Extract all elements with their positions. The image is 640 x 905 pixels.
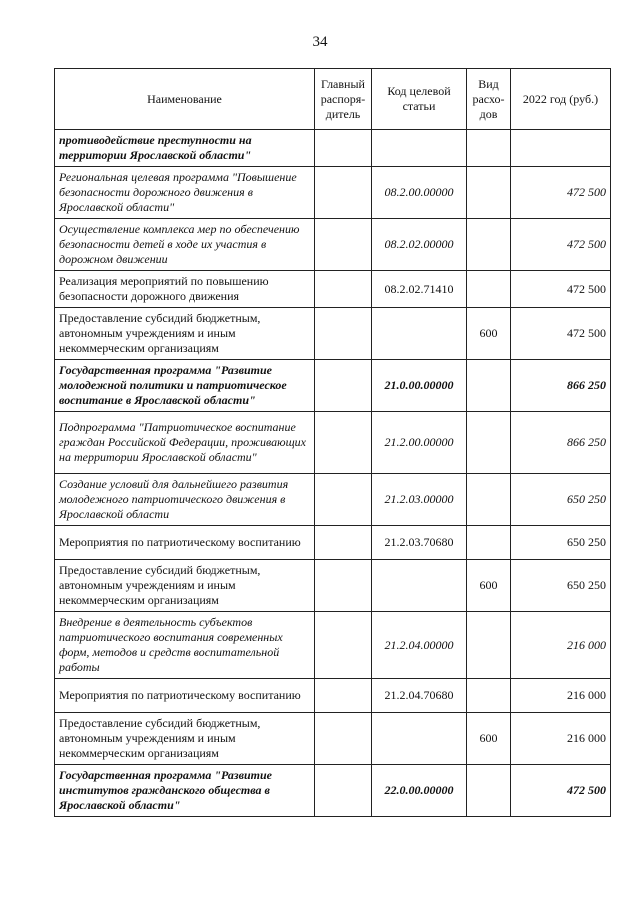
row-amount-cell: 650 250 [511,526,611,560]
row-manager-cell [315,612,372,679]
row-manager-cell [315,271,372,308]
row-kind-cell [467,765,511,817]
row-kind-cell [467,612,511,679]
row-kind-cell [467,219,511,271]
row-name-cell: Подпрограмма "Патриотическое воспитание граждан Российской Федерации, проживающих на территории Ярославской области" [55,412,315,474]
row-manager-cell [315,526,372,560]
table-row [55,412,611,474]
row-amount-cell: 866 250 [511,412,611,474]
row-name-cell: Мероприятия по патриотическому воспитанию [55,679,315,713]
row-amount-cell: 472 500 [511,167,611,219]
table-row [55,271,611,308]
table-row [55,167,611,219]
row-code-cell: 22.0.00.00000 [372,765,467,817]
table-row [55,679,611,713]
row-name-cell: Государственная программа "Развитие институтов гражданского общества в Ярославской области" [55,765,315,817]
page-number: 34 [312,34,328,50]
row-manager-cell [315,560,372,612]
row-amount-cell: 472 500 [511,219,611,271]
row-name-cell: Внедрение в деятельность субъектов патриотического воспитания современных форм, методов и средств воспитательной работы [55,612,315,679]
row-amount-cell [511,130,611,167]
row-kind-cell [467,130,511,167]
row-name-cell: Предоставление субсидий бюджетным, автономным учреждениям и иным некоммерческим организациям [55,713,315,765]
row-name-cell: Государственная программа "Развитие молодежной политики и патриотическое воспитание в Ярославской области" [55,360,315,412]
row-name-cell: Создание условий для дальнейшего развития молодежного патриотического движения в Ярославской области [55,474,315,526]
row-name-cell: Предоставление субсидий бюджетным, автономным учреждениям и иным некоммерческим организациям [55,560,315,612]
row-code-cell: 21.2.04.70680 [372,679,467,713]
row-code-cell: 21.2.00.00000 [372,412,467,474]
row-manager-cell [315,679,372,713]
row-amount-cell: 472 500 [511,308,611,360]
row-kind-cell: 600 [467,308,511,360]
row-amount-cell: 866 250 [511,360,611,412]
row-name-cell: Мероприятия по патриотическому воспитанию [55,526,315,560]
table-row [55,308,611,360]
row-code-cell [372,560,467,612]
row-amount-cell: 472 500 [511,271,611,308]
row-kind-cell [467,412,511,474]
row-code-cell: 08.2.02.00000 [372,219,467,271]
table-row [55,560,611,612]
row-name-cell: Осуществление комплекса мер по обеспечению безопасности детей в ходе их участия в дорожном движении [55,219,315,271]
row-manager-cell [315,308,372,360]
row-name-cell: Реализация мероприятий по повышению безопасности дорожного движения [55,271,315,308]
row-code-cell: 21.2.03.00000 [372,474,467,526]
row-manager-cell [315,765,372,817]
row-code-cell: 08.2.02.71410 [372,271,467,308]
row-kind-cell [467,474,511,526]
row-amount-cell: 472 500 [511,765,611,817]
row-code-cell: 21.0.00.00000 [372,360,467,412]
table-row [55,360,611,412]
row-amount-cell: 216 000 [511,612,611,679]
row-amount-cell: 216 000 [511,713,611,765]
row-kind-cell [467,167,511,219]
row-kind-cell: 600 [467,560,511,612]
row-amount-cell: 650 250 [511,560,611,612]
table-row [55,130,611,167]
row-manager-cell [315,219,372,271]
row-kind-cell [467,526,511,560]
row-code-cell: 21.2.03.70680 [372,526,467,560]
row-name-cell: Региональная целевая программа "Повышение безопасности дорожного движения в Ярославской области" [55,167,315,219]
row-code-cell [372,713,467,765]
header-kind: Вид расхо- дов [467,69,511,130]
table-header-row [55,69,611,130]
header-manager: Главный распоря- дитель [315,69,372,130]
row-code-cell: 08.2.00.00000 [372,167,467,219]
row-manager-cell [315,474,372,526]
row-kind-cell: 600 [467,713,511,765]
table-row [55,526,611,560]
row-amount-cell: 216 000 [511,679,611,713]
row-kind-cell [467,679,511,713]
row-manager-cell [315,360,372,412]
header-year: 2022 год (руб.) [511,69,611,130]
row-manager-cell [315,130,372,167]
row-amount-cell: 650 250 [511,474,611,526]
header-name: Наименование [55,69,315,130]
row-manager-cell [315,713,372,765]
table-row [55,713,611,765]
row-code-cell [372,130,467,167]
row-code-cell [372,308,467,360]
row-manager-cell [315,412,372,474]
table-row [55,474,611,526]
row-code-cell: 21.2.04.00000 [372,612,467,679]
header-code: Код целевой статьи [372,69,467,130]
row-name-cell: Предоставление субсидий бюджетным, автономным учреждениям и иным некоммерческим организациям [55,308,315,360]
row-manager-cell [315,167,372,219]
row-kind-cell [467,271,511,308]
table-row [55,612,611,679]
budget-table [54,68,611,817]
table-row [55,219,611,271]
table-body [55,130,611,817]
row-name-cell: противодействие преступности на территории Ярославской области" [55,130,315,167]
row-kind-cell [467,360,511,412]
table-row [55,765,611,817]
